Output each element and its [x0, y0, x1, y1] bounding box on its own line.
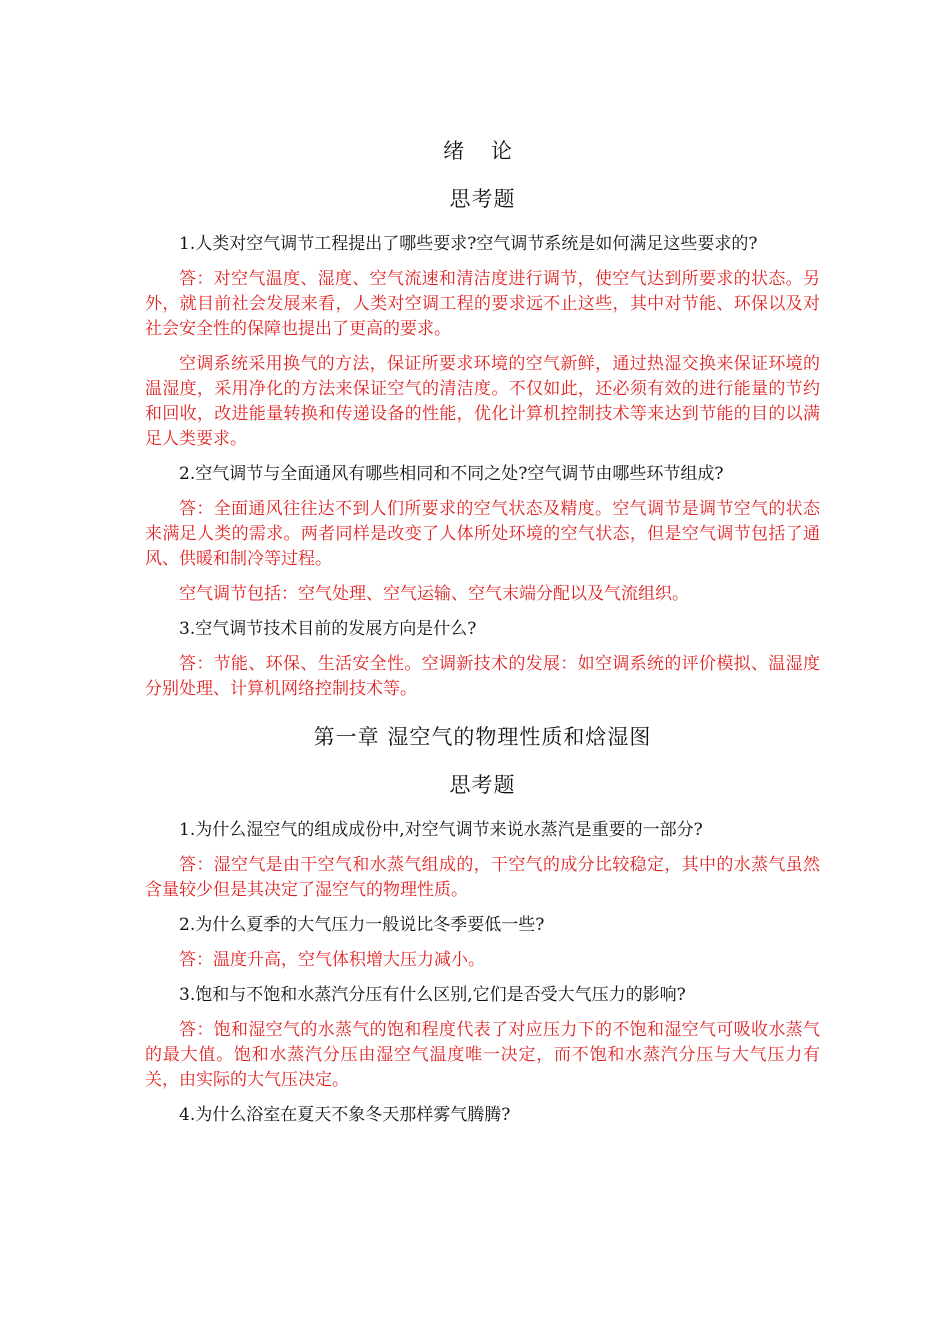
- intro-title: 绪 论: [443, 139, 522, 163]
- question-paragraph: 2.为什么夏季的大气压力一般说比冬季要低一些?: [179, 915, 545, 935]
- question-paragraph: 3.饱和与不饱和水蒸汽分压有什么区别,它们是否受大气压力的影响?: [179, 985, 686, 1005]
- answer-paragraph: 答：饱和湿空气的水蒸气的饱和程度代表了对应压力下的不饱和湿空气可吸收水蒸气的最大值。饱和水蒸汽分压由湿空气温度唯一决定，而不饱和水蒸汽分压与大气压力有关，由实际的大气压决定。: [145, 1020, 820, 1090]
- answer-paragraph: 答：全面通风往往达不到人们所要求的空气状态及精度。空气调节是调节空气的状态来满足人类的需求。两者同样是改变了人体所处环境的空气状态，但是空气调节包括了通风、供暖和制冷等过程。: [145, 499, 820, 569]
- intro-subtitle: 思考题: [449, 187, 516, 211]
- question-paragraph: 4.为什么浴室在夏天不象冬天那样雾气腾腾?: [179, 1105, 511, 1125]
- question-paragraph: 3.空气调节技术目前的发展方向是什么?: [179, 619, 477, 639]
- answer-paragraph: 答：温度升高，空气体积增大压力减小。: [179, 950, 485, 970]
- question-paragraph: 1.人类对空气调节工程提出了哪些要求?空气调节系统是如何满足这些要求的?: [179, 234, 758, 254]
- chapter1-title: 第一章 湿空气的物理性质和焓湿图: [313, 725, 652, 749]
- answer-paragraph: 空调系统采用换气的方法，保证所要求环境的空气新鲜，通过热湿交换来保证环境的温湿度，采用净化的方法来保证空气的清洁度。不仅如此，还必须有效的进行能量的节约和回收，改进能量转换和传递设备的性能，优化计算机控制技术等来达到节能的目的以满足人类要求。: [145, 354, 820, 449]
- question-paragraph: 2.空气调节与全面通风有哪些相同和不同之处?空气调节由哪些环节组成?: [179, 464, 724, 484]
- answer-paragraph: 空气调节包括：空气处理、空气运输、空气末端分配以及气流组织。: [179, 584, 689, 604]
- question-paragraph: 1.为什么湿空气的组成成份中,对空气调节来说水蒸汽是重要的一部分?: [179, 820, 703, 840]
- chapter1-subtitle: 思考题: [449, 773, 516, 797]
- answer-paragraph: 答：湿空气是由干空气和水蒸气组成的，干空气的成分比较稳定，其中的水蒸气虽然含量较少但是其决定了湿空气的物理性质。: [145, 855, 820, 900]
- answer-paragraph: 答：对空气温度、湿度、空气流速和清洁度进行调节，使空气达到所要求的状态。另外，就目前社会发展来看，人类对空调工程的要求远不止这些，其中对节能、环保以及对社会安全性的保障也提出了更高的要求。: [145, 269, 820, 339]
- answer-paragraph: 答：节能、环保、生活安全性。空调新技术的发展：如空调系统的评价模拟、温湿度分别处理、计算机网络控制技术等。: [145, 654, 820, 699]
- document-page: [145, 132, 820, 1138]
